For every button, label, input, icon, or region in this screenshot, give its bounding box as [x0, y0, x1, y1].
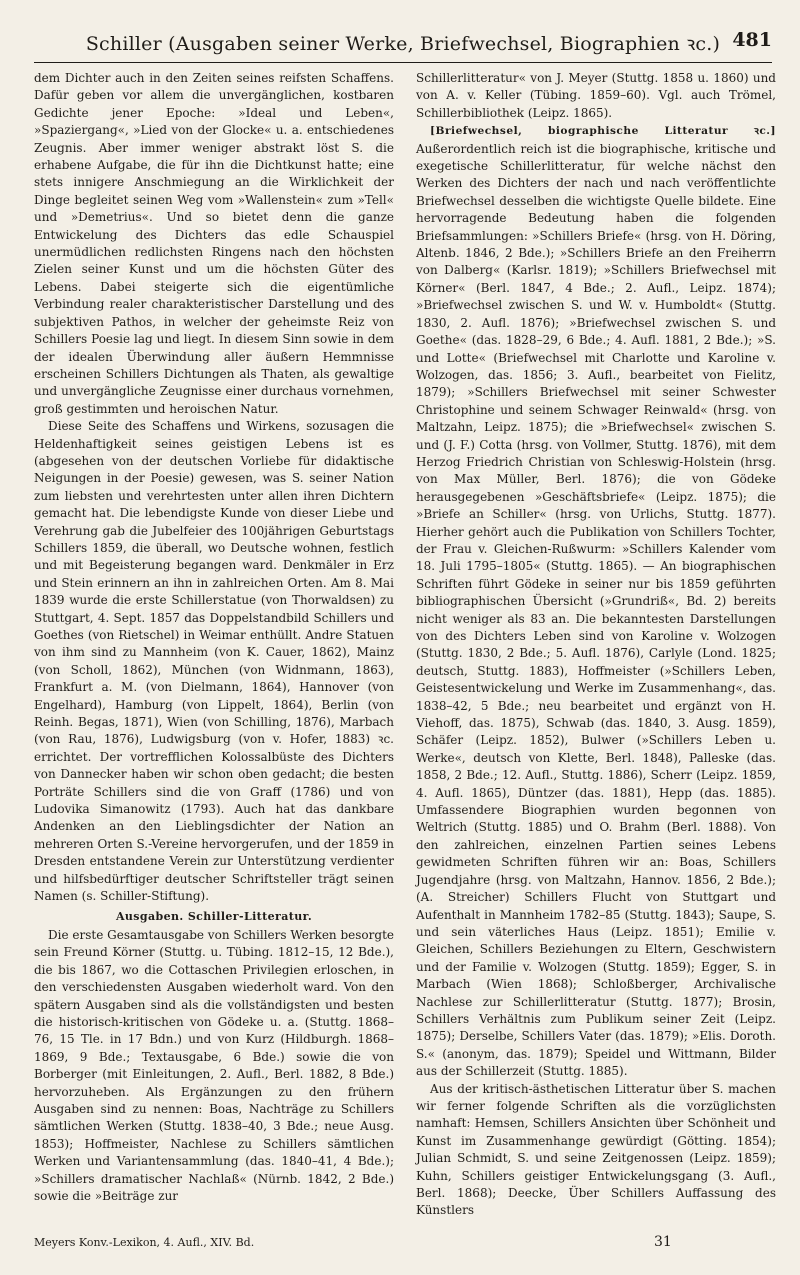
subsection-lead: [Briefwechsel, biographische Litteratur ꝛc.]	[430, 125, 776, 138]
paragraph: dem Dichter auch in den Zeiten seines reifsten Schaffens. Dafür geben vor allem die unvergänglichen, kostbaren Gedichte jener Epoche: »Ideal und Leben«, »Spaziergang«, »Lied von der Glocke« u. a. entschiedenes Zeugnis. Aber immer weniger abstrakt löst S. die erhabene Aufgabe, die für ihn die Dichtkunst hatte; eine stets innigere Anschmiegung an die Wirklichkeit der Dinge begleitet seinen Weg vom »Wallenstein« zum »Tell« und »Demetrius«. Und so bietet denn die ganze Entwickelung des Dichters das edle Schauspiel unermüdlichen redlichsten Ringens nach den höchsten Zielen seiner Kunst und um die höchsten Güter des Lebens. Dabei steigerte sich die eigentümliche Verbindung realer charakteristischer Darstellung und des subjektiven Pathos, in welcher der geheimste Reiz von Schillers Poesie lag und liegt. In diesem Sinn sowie in dem der idealen Überwindung aller äußern Hemmnisse erscheinen Schillers Dichtungen als Thaten, als gewaltige und unvergängliche Zeugnisse einer durchaus vornehmen, groß gestimmten und heroischen Natur.	[34, 71, 394, 416]
page-header	[34, 26, 772, 63]
paragraph: Schillerlitteratur« von J. Meyer (Stuttg. 1858 u. 1860) und von A. v. Keller (Tübing. 1859–60). Vgl. auch Trömel, Schillerbibliothek (Leipz. 1865).	[416, 71, 776, 120]
paragraph: Die erste Gesamtausgabe von Schillers Werken besorgte sein Freund Körner (Stuttg. u. Tübing. 1812–15, 12 Bde.), die bis 1867, wo die Cottaschen Privilegien erloschen, in den verschiedensten Ausgaben wiederholt ward. Von den spätern Ausgaben sind als die vollständigsten und besten die historisch-kritischen von Gödeke u. a. (Stuttg. 1868–76, 15 Tle. in 17 Bdn.) und von Kurz (Hildburgh. 1868–1869, 9 Bde.; Textausgabe, 6 Bde.) sowie die von Borberger (mit Einleitungen, 2. Aufl., Berl. 1882, 8 Bde.) hervorzuheben. Als Ergänzungen zu den frühern Ausgaben sind zu nennen: Boas, Nachträge zu Schillers sämtlichen Werken (Stuttg. 1838–40, 3 Bde.; neue Ausg. 1853); Hoffmeister, Nachlese zu Schillers sämtlichen Werken und Variantensammlung (das. 1840–41, 4 Bde.); »Schillers dramatischer Nachlaß« (Nürnb. 1842, 2 Bde.) sowie die »Beiträge zur	[34, 927, 394, 1203]
paragraph	[416, 122, 776, 1080]
right-column	[416, 70, 776, 1220]
running-head: Schiller (Ausgaben seiner Werke, Briefwechsel, Biographien ꝛc.)	[85, 33, 721, 55]
left-column	[34, 70, 394, 1205]
signature-mark: 31	[654, 1234, 672, 1250]
paragraph-text: Außerordentlich reich ist die biographische, kritische und exegetische Schillerlitteratur, für welche nächst den Werken des Dichters der nach und nach veröffentlichte Briefwechsel desselben die wichtigste Quelle bildete. Eine hervorragende Bedeutung haben die folgenden Briefsammlungen: »Schillers Briefe« (hrsg. von H. Döring, Altenb. 1846, 2 Bde.); »Schillers Briefe an den Freiherrn von Dalberg« (Karlsr. 1819); »Schillers Briefwechsel mit Körner« (Berl. 1847, 4 Bde.; 2. Aufl., Leipz. 1874); »Briefwechsel zwischen S. und W. v. Humboldt« (Stuttg. 1830, 2. Aufl. 1876); »Briefwechsel zwischen S. und Goethe« (das. 1828–29, 6 Bde.; 4. Aufl. 1881, 2 Bde.); »S. und Lotte« (Briefwechsel mit Charlotte und Karoline v. Wolzogen, das. 1856; 3. Aufl., bearbeitet von Fielitz, 1879); »Schillers Briefwechsel mit seiner Schwester Christophine und seinem Schwager Reinwald« (hrsg. von Maltzahn, Leipz. 1875); die »Briefwechsel« zwischen S. und (J. F.) Cotta (hrsg. von Vollmer, Stuttg. 1876), mit dem Herzog Friedrich Christian von Schleswig-Holstein (hrsg. von Max Müller, Berl. 1876); die von Gödeke herausgegebenen »Geschäftsbriefe« (Leipz. 1875); die »Briefe an Schiller« (hrsg. von Urlichs, Stuttg. 1877). Hierher gehört auch die Publikation von Schillers Tochter, der Frau v. Gleichen-Rußwurm: »Schillers Kalender vom 18. Juli 1795–1805« (Stuttg. 1865). — An biographischen Schriften führt Gödeke in seiner nur bis 1859 geführten bibliographischen Übersicht (»Grundriß«, Bd. 2) bereits nicht weniger als 83 an. Die bekanntesten Darstellungen von des Dichters Leben sind von Karoline v. Wolzogen (Stuttg. 1830, 2 Bde.; 5. Aufl. 1876), Carlyle (Lond. 1825; deutsch, Stuttg. 1883), Hoffmeister (»Schillers Leben, Geistesentwickelung und Werke im Zusammenhang«, das. 1838–42, 5 Bde.; neu bearbeitet und ergänzt von H. Viehoff, das. 1875), Schwab (das. 1840, 3. Ausg. 1859), Schäfer (Leipz. 1852), Bulwer (»Schillers Leben u. Werke«, deutsch von Klette, Berl. 1848), Palleske (das. 1858, 2 Bde.; 12. Aufl., Stuttg. 1886), Scherr (Leipz. 1859, 4. Aufl. 1865), Düntzer (das. 1881), Hepp (das. 1885). Umfassendere Biographien wurden begonnen von Weltrich (Stuttg. 1885) und O. Brahm (Berl. 1888). Von den zahlreichen, einzelnen Partien seines Lebens gewidmeten Schriften führen wir an: Boas, Schillers Jugendjahre (hrsg. von Maltzahn, Hannov. 1856, 2 Bde.); (A. Streicher) Schillers Flucht von Stuttgart und Aufenthalt in Mannheim 1782–85 (Stuttg. 1843); Saupe, S. und sein väterliches Haus (Leipz. 1851); Emilie v. Gleichen, Schillers Beziehungen zu Eltern, Geschwistern und der Familie v. Wolzogen (Stuttg. 1859); Egger, S. in Marbach (Wien 1868); Schloßberger, Archivalische Nachlese zur Schillerlitteratur (Stuttg. 1877); Brosin, Schillers Verhältnis zum Publikum seiner Zeit (Leipz. 1875); Derselbe, Schillers Vater (das. 1879); »Elis. Doroth. S.« (anonym, das. 1879); Speidel und Wittmann, Bilder aus der Schillerzeit (Stuttg. 1885).	[416, 141, 776, 1079]
section-heading: Ausgaben. Schiller-Litteratur.	[115, 909, 313, 923]
imprint-line: Meyers Konv.-Lexikon, 4. Aufl., XIV. Bd.	[34, 1236, 255, 1249]
page-number: 481	[732, 29, 772, 51]
paragraph: Aus der kritisch-ästhetischen Litteratur über S. machen wir ferner folgende Schriften als die vorzüglichsten namhaft: Hemsen, Schillers Ansichten über Schönheit und Kunst im Zusammenhange gewürdigt (Götting. 1854); Julian Schmidt, S. und seine Zeitgenossen (Leipz. 1859); Kuhn, Schillers geistiger Entwickelungsgang (3. Aufl., Berl. 1868); Deecke, Über Schillers Auffassung des Künstlers	[416, 1081, 776, 1218]
paragraph: Diese Seite des Schaffens und Wirkens, sozusagen die Heldenhaftigkeit seines geistigen Lebens ist es (abgesehen von der deutschen Vorliebe für didaktische Neigungen in der Poesie) gewesen, was S. seiner Nation zum liebsten und verehrtesten unter allen ihren Dichtern gemacht hat. Die lebendigste Kunde von dieser Liebe und Verehrung gab die Jubelfeier des 100jährigen Geburtstags Schillers 1859, die überall, wo Deutsche wohnen, festlich und mit Begeisterung begangen ward. Denkmäler in Erz und Stein erinnern an ihn in zahlreichen Orten. Am 8. Mai 1839 wurde die erste Schillerstatue (von Thorwaldsen) zu Stuttgart, 4. Sept. 1857 das Doppelstandbild Schillers und Goethes (von Rietschel) in Weimar enthüllt. Andre Statuen von ihm sind zu Mannheim (von K. Cauer, 1862), Mainz (von Scholl, 1862), München (von Widnmann, 1863), Frankfurt a. M. (von Dielmann, 1864), Hannover (von Engelhard), Hamburg (von Lippelt, 1864), Berlin (von Reinh. Begas, 1871), Wien (von Schilling, 1876), Marbach (von Rau, 1876), Ludwigsburg (von v. Hofer, 1883) ꝛc. errichtet. Der vortrefflichen Kolossalbüste des Dichters von Dannecker haben wir schon oben gedacht; die besten Porträte Schillers sind die von Graff (1786) und von Ludovika Simanowitz (1793). Auch hat das dankbare Andenken an den Lieblingsdichter der Nation an mehreren Orten S.-Vereine hervorgerufen, und der 1859 in Dresden entstandene Verein zur Unterstützung verdienter und hilfsbedürftiger deutscher Schriftsteller trägt seinen Namen (s. Schiller-Stiftung).	[34, 419, 394, 904]
